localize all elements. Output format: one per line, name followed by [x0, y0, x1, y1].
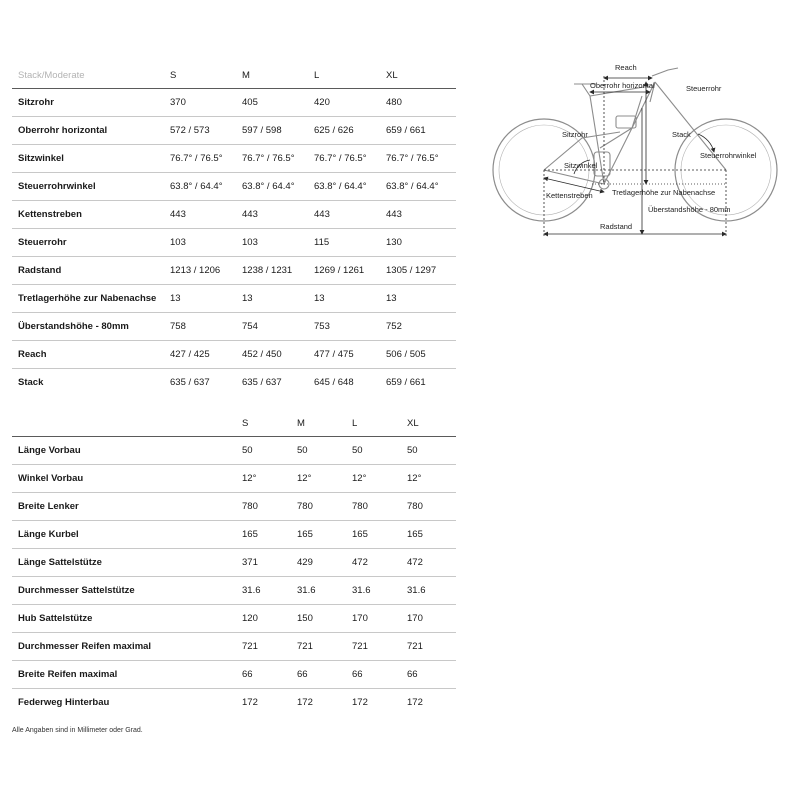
components-cell: 780 [236, 493, 291, 521]
geometry-row [12, 89, 456, 117]
geometry-cell: 443 [164, 201, 236, 229]
geometry-row-label: Sitzrohr [12, 89, 164, 117]
components-cell: 721 [401, 633, 456, 661]
components-cell: 721 [291, 633, 346, 661]
footnote: Alle Angaben sind in Millimeter oder Grad. [12, 727, 143, 734]
geometry-row [12, 313, 456, 341]
geometry-row [12, 341, 456, 369]
geometry-cell: 635 / 637 [170, 377, 210, 388]
geometry-cell: 1213 / 1206 [164, 257, 236, 285]
geometry-cell: 506 / 505 [380, 341, 456, 369]
components-row [12, 605, 456, 633]
geometry-cell: 130 [380, 229, 456, 257]
geometry-cell: 63.8° / 64.4° [308, 173, 380, 201]
components-cell: 150 [291, 605, 346, 633]
components-cell: 172 [352, 697, 368, 708]
components-cell: 165 [346, 521, 401, 549]
bike-diagram-svg [482, 56, 788, 242]
components-table-body [12, 437, 456, 717]
geometry-row-label: Steuerrohrwinkel [12, 173, 164, 201]
components-cell: 721 [236, 633, 291, 661]
geometry-cell: 645 / 648 [314, 377, 354, 388]
geometry-cell: 13 [164, 285, 236, 313]
components-cell: 66 [291, 661, 346, 689]
components-cell: 50 [291, 437, 346, 465]
diagram-label-head-tube: Steuerrohr [686, 84, 722, 93]
components-cell: 66 [401, 661, 456, 689]
components-cell: 31.6 [401, 577, 456, 605]
geometry-row [12, 201, 456, 229]
geometry-row-label: Sitzwinkel [12, 145, 164, 173]
components-cell: 170 [401, 605, 456, 633]
geometry-cell: 635 / 637 [242, 377, 282, 388]
geometry-cell: 625 / 626 [308, 117, 380, 145]
geometry-row [12, 257, 456, 285]
diagram-label-wheelbase: Radstand [600, 222, 633, 231]
components-size-xl: XL [401, 410, 456, 437]
geometry-cell: 443 [308, 201, 380, 229]
diagram-label-top-tube: Oberrohr horizontal [590, 81, 655, 90]
geometry-cell: 443 [236, 201, 308, 229]
components-cell: 66 [236, 661, 291, 689]
geometry-cell: 1269 / 1261 [308, 257, 380, 285]
geometry-cell: 572 / 573 [164, 117, 236, 145]
components-table [12, 410, 456, 716]
components-row-label: Federweg Hinterbau [18, 697, 110, 708]
components-cell: 170 [346, 605, 401, 633]
components-header-empty [12, 410, 236, 437]
components-cell: 31.6 [291, 577, 346, 605]
components-row-label: Länge Sattelstütze [12, 549, 236, 577]
geometry-cell: 754 [236, 313, 308, 341]
geometry-cell: 659 / 661 [380, 117, 456, 145]
geometry-row-label: Tretlagerhöhe zur Nabenachse [12, 285, 164, 313]
geometry-row-label: Stack [18, 377, 44, 388]
components-row-label: Hub Sattelstütze [12, 605, 236, 633]
components-cell: 120 [236, 605, 291, 633]
diagram-label-chainstays: Kettenstreben [546, 191, 593, 200]
geometry-size-xl: XL [380, 62, 456, 89]
geometry-cell: 76.7° / 76.5° [308, 145, 380, 173]
components-row-label: Winkel Vorbau [12, 465, 236, 493]
geometry-size-l: L [308, 62, 380, 89]
geometry-cell: 452 / 450 [236, 341, 308, 369]
components-cell: 12° [401, 465, 456, 493]
bike-geometry-diagram [482, 56, 788, 242]
geometry-row-label: Kettenstreben [12, 201, 164, 229]
geometry-cell: 76.7° / 76.5° [164, 145, 236, 173]
geometry-cell: 443 [380, 201, 456, 229]
components-cell: 780 [291, 493, 346, 521]
geometry-cell: 597 / 598 [236, 117, 308, 145]
components-row-label: Durchmesser Reifen maximal [12, 633, 236, 661]
components-cell: 172 [297, 697, 313, 708]
components-row [12, 465, 456, 493]
chainstay-line [544, 178, 604, 192]
components-size-l: L [346, 410, 401, 437]
components-cell: 165 [291, 521, 346, 549]
components-row-label: Länge Kurbel [12, 521, 236, 549]
geometry-cell: 420 [308, 89, 380, 117]
components-cell: 50 [401, 437, 456, 465]
components-cell: 472 [346, 549, 401, 577]
diagram-label-seat-tube: Sitzrohr [562, 130, 588, 139]
components-cell: 165 [401, 521, 456, 549]
components-cell: 50 [346, 437, 401, 465]
geometry-cell: 76.7° / 76.5° [236, 145, 308, 173]
components-cell: 721 [346, 633, 401, 661]
geometry-cell: 659 / 661 [386, 377, 426, 388]
geometry-cell: 752 [380, 313, 456, 341]
diagram-label-standover: Überstandshöhe - 80mm [648, 205, 731, 214]
geometry-row [12, 173, 456, 201]
geometry-cell: 480 [380, 89, 456, 117]
components-row-label: Breite Lenker [12, 493, 236, 521]
geometry-cell: 115 [308, 229, 380, 257]
geometry-row [12, 229, 456, 257]
components-row [12, 689, 456, 717]
geometry-size-s: S [164, 62, 236, 89]
components-row [12, 633, 456, 661]
geometry-cell: 1238 / 1231 [236, 257, 308, 285]
components-cell: 371 [236, 549, 291, 577]
components-row-label: Länge Vorbau [12, 437, 236, 465]
geometry-size-m: M [236, 62, 308, 89]
components-cell: 66 [346, 661, 401, 689]
geometry-cell: 103 [164, 229, 236, 257]
geometry-cell: 13 [380, 285, 456, 313]
geometry-row [12, 117, 456, 145]
diagram-label-head-angle: Steuerrohrwinkel [700, 151, 757, 160]
components-row [12, 437, 456, 465]
diagram-label-bb-height: Tretlagerhöhe zur Nabenachse [612, 188, 716, 197]
diagram-label-seat-angle: Sitzwinkel [564, 161, 598, 170]
geometry-cell: 477 / 475 [308, 341, 380, 369]
components-cell: 12° [346, 465, 401, 493]
diagram-label-reach: Reach [615, 63, 637, 72]
geometry-cell: 103 [236, 229, 308, 257]
geometry-row [12, 369, 456, 397]
components-cell: 31.6 [236, 577, 291, 605]
components-row [12, 661, 456, 689]
geometry-cell: 427 / 425 [164, 341, 236, 369]
components-cell: 172 [407, 697, 423, 708]
components-size-s: S [236, 410, 291, 437]
geometry-header-label: Stack/Moderate [12, 62, 164, 89]
geometry-row [12, 285, 456, 313]
geometry-cell: 76.7° / 76.5° [380, 145, 456, 173]
geometry-cell: 63.8° / 64.4° [380, 173, 456, 201]
geometry-cell: 370 [164, 89, 236, 117]
components-row [12, 577, 456, 605]
geometry-row-label: Reach [12, 341, 164, 369]
geometry-cell: 405 [236, 89, 308, 117]
geometry-table-body [12, 89, 456, 397]
components-cell: 12° [236, 465, 291, 493]
components-row [12, 549, 456, 577]
components-row [12, 493, 456, 521]
geometry-header-row [12, 62, 456, 89]
components-cell: 172 [242, 697, 258, 708]
geometry-row-label: Radstand [12, 257, 164, 285]
geometry-cell: 13 [308, 285, 380, 313]
geometry-row [12, 145, 456, 173]
head-angle-arc [698, 134, 714, 152]
diagram-label-stack: Stack [672, 130, 691, 139]
geometry-cell: 63.8° / 64.4° [164, 173, 236, 201]
components-row [12, 521, 456, 549]
geometry-cell: 1305 / 1297 [380, 257, 456, 285]
components-cell: 31.6 [346, 577, 401, 605]
components-cell: 780 [346, 493, 401, 521]
components-cell: 472 [401, 549, 456, 577]
components-cell: 165 [236, 521, 291, 549]
components-row-label: Durchmesser Sattelstütze [12, 577, 236, 605]
geometry-cell: 13 [236, 285, 308, 313]
components-header-row [12, 410, 456, 437]
geometry-cell: 758 [164, 313, 236, 341]
components-cell: 429 [291, 549, 346, 577]
components-cell: 12° [291, 465, 346, 493]
components-row-label: Breite Reifen maximal [12, 661, 236, 689]
geometry-cell: 753 [308, 313, 380, 341]
geometry-cell: 63.8° / 64.4° [236, 173, 308, 201]
components-cell: 50 [236, 437, 291, 465]
components-cell: 780 [401, 493, 456, 521]
components-size-m: M [291, 410, 346, 437]
geometry-row-label: Oberrohr horizontal [12, 117, 164, 145]
geometry-row-label: Überstandshöhe - 80mm [12, 313, 164, 341]
geometry-row-label: Steuerrohr [12, 229, 164, 257]
geometry-table [12, 62, 456, 396]
